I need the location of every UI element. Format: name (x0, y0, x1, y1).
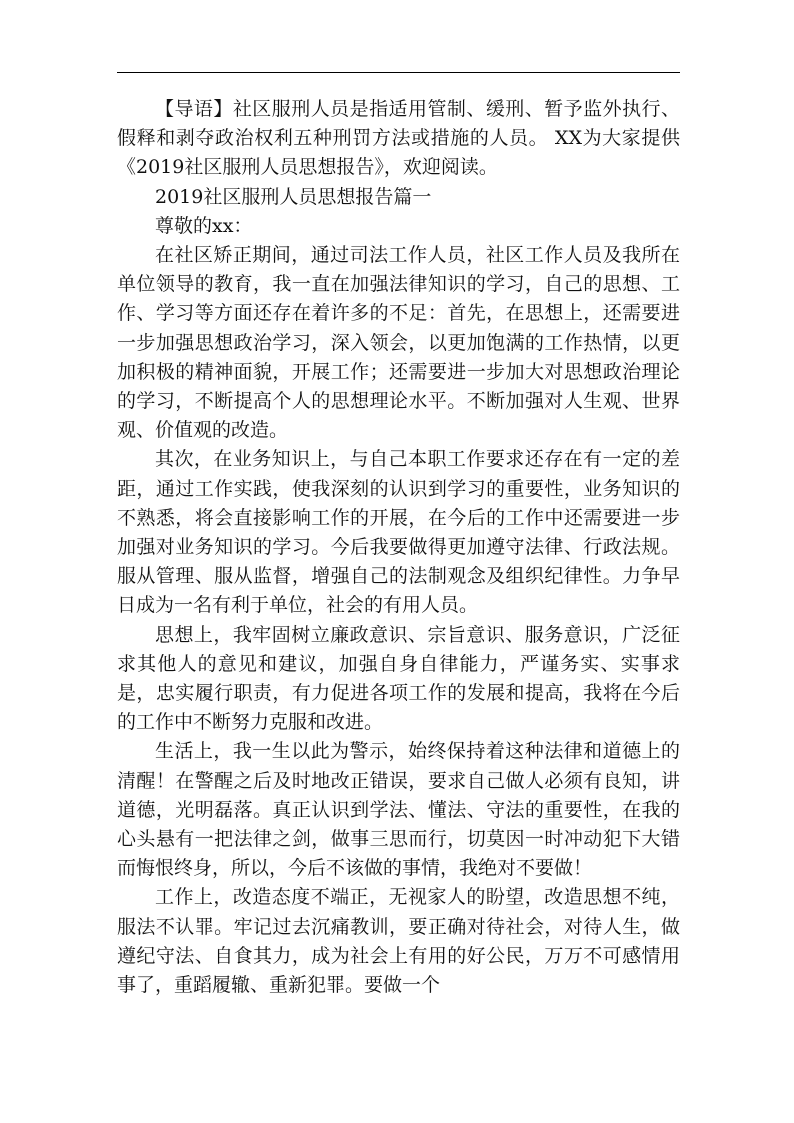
body-paragraph: 工作上，改造态度不端正，无视家人的盼望，改造思想不纯，服法不认罪。牢记过去沉痛教训，要正确对待社会，对待人生，做遵纪守法、自食其力，成为社会上有用的好公民，万万不可感情用事了，重蹈履辙、重新犯罪。要做一个 (117, 886, 680, 997)
body-paragraph: 其次，在业务知识上，与自己本职工作要求还存在有一定的差距，通过工作实践，使我深刻的认识到学习的重要性，业务知识的不熟悉，将会直接影响工作的开展，在今后的工作中还需要进一步加强对业务知识的学习。今后我要做得更加遵守法律、行政法规。服从管理、服从监督，增强自己的法制观念及组织纪律性。力争早日成为一名有利于单位，社会的有用人员。 (117, 448, 680, 617)
salutation: 尊敬的xx： (155, 214, 253, 237)
document-body (117, 95, 680, 1000)
intro-paragraph: 【导语】社区服刑人员是指适用管制、缓刑、暂予监外执行、假释和剥夺政治权利五种刑罚方法或措施的人员。 XX为大家提供《2019社区服刑人员思想报告》，欢迎阅读。 (117, 98, 680, 179)
section-title: 2019社区服刑人员思想报告篇一 (155, 185, 432, 208)
header-rule (117, 72, 680, 73)
body-paragraph: 思想上，我牢固树立廉政意识、宗旨意识、服务意识，广泛征求其他人的意见和建议，加强自身自律能力，严谨务实、实事求是，忠实履行职责，有力促进各项工作的发展和提高，我将在今后的工作中不断努力克服和改进。 (117, 623, 680, 734)
body-paragraph: 生活上，我一生以此为警示，始终保持着这种法律和道德上的清醒！在警醒之后及时地改正错误，要求自己做人必须有良知，讲道德，光明磊落。真正认识到学法、懂法、守法的重要性，在我的心头悬有一把法律之剑，做事三思而行，切莫因一时冲动犯下大错而悔恨终身，所以，今后不该做的事情，我绝对不要做！ (117, 740, 680, 880)
body-paragraph: 在社区矫正期间，通过司法工作人员，社区工作人员及我所在单位领导的教育，我一直在加强法律知识的学习，自己的思想、工作、学习等方面还存在着许多的不足：首先，在思想上，还需要进一步加强思想政治学习，深入领会，以更加饱满的工作热情，以更加积极的精神面貌，开展工作；还需要进一步加大对思想政治理论的学习，不断提高个人的思想理论水平。不断加强对人生观、世界观、价值观的改造。 (117, 244, 680, 442)
